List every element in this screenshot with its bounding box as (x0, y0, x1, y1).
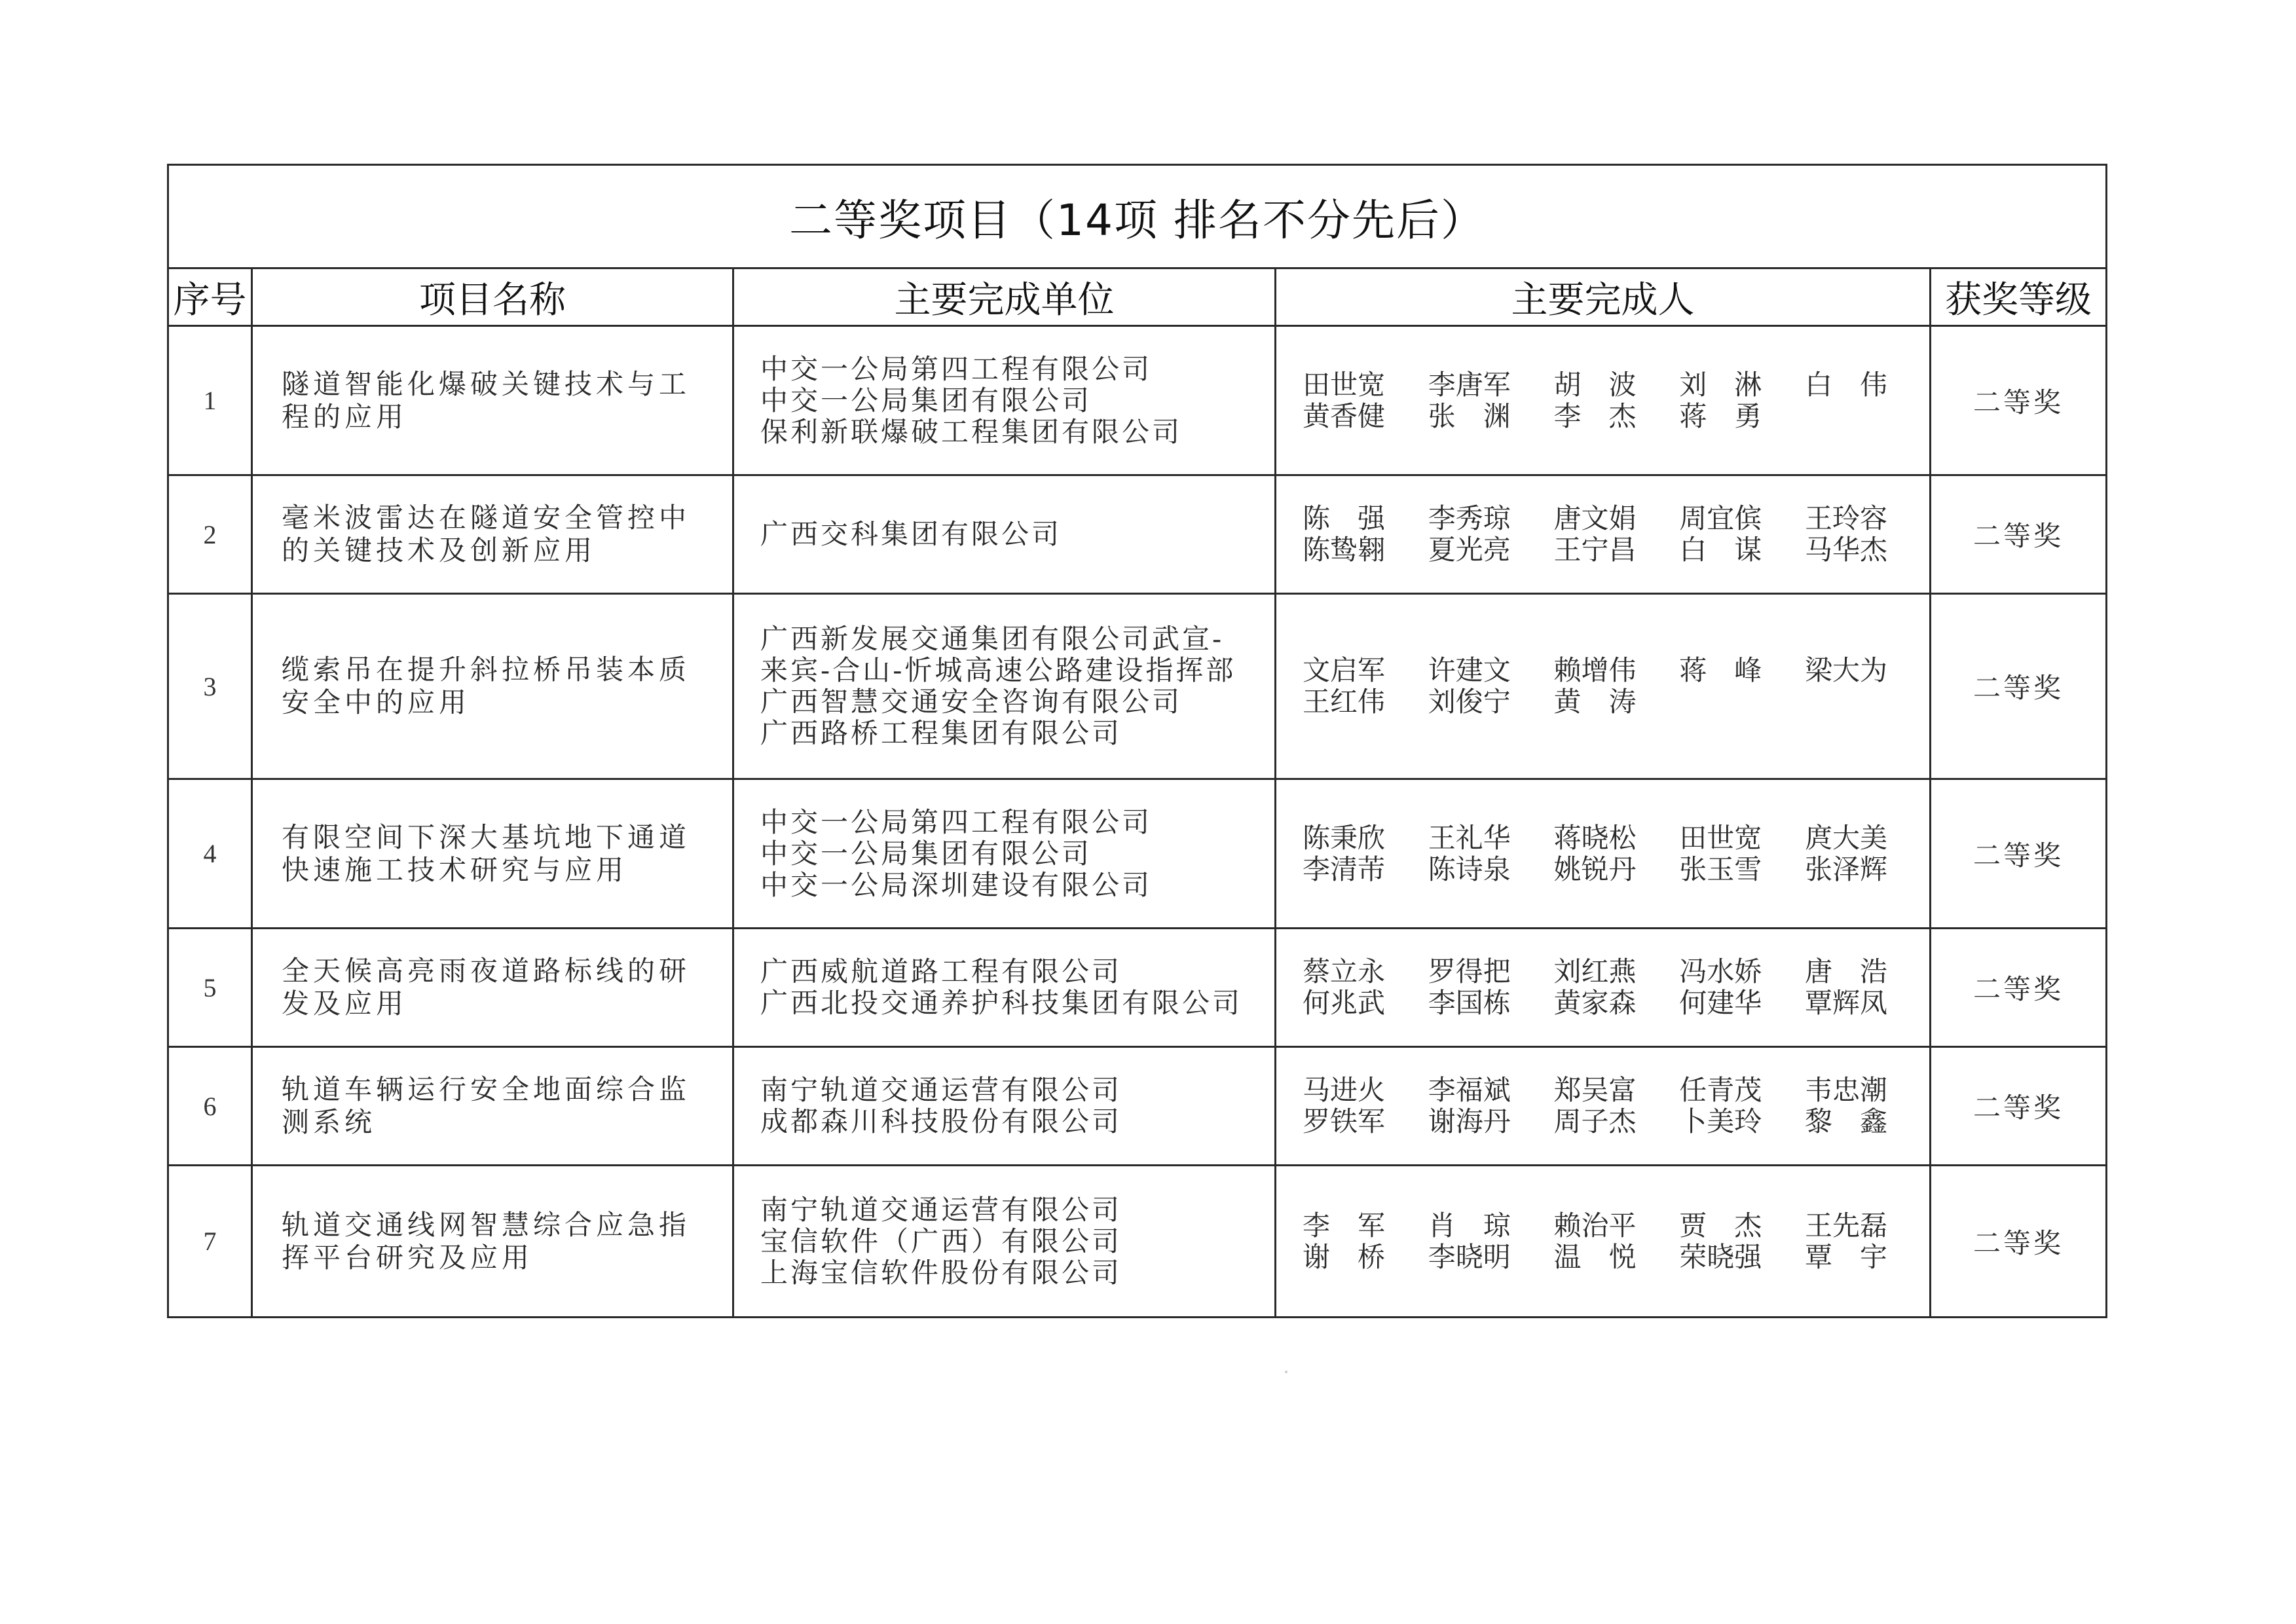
award-level: 二等奖 (1931, 1166, 2107, 1318)
main-units (733, 326, 1276, 475)
project-name: 缆索吊在提升斜拉桥吊装本质安全中的应用 (252, 594, 733, 779)
person-name: 庹大美 (1805, 821, 1888, 854)
person-name: 文启军 (1303, 654, 1386, 686)
person-name: 黎 鑫 (1805, 1105, 1888, 1137)
person-name: 覃辉凤 (1805, 987, 1888, 1019)
person-name: 王礼华 (1428, 821, 1511, 854)
row-number: 5 (168, 929, 252, 1047)
unit-name: 南宁轨道交通运营有限公司 (760, 1074, 1122, 1106)
row-number: 1 (168, 326, 252, 475)
people-line (1303, 655, 1903, 686)
person-name: 唐 浩 (1805, 955, 1888, 987)
person-name: 李 军 (1303, 1209, 1386, 1242)
scan-speck (1285, 1371, 1287, 1373)
unit-name: 中交一公局深圳建设有限公司 (760, 868, 1153, 901)
person-name: 李晓明 (1428, 1240, 1511, 1273)
person-name: 蒋晓松 (1553, 821, 1637, 854)
unit-name: 广西路桥工程集团有限公司 (760, 717, 1122, 749)
person-name: 卜美玲 (1679, 1105, 1762, 1137)
person-name: 谢海丹 (1428, 1105, 1511, 1137)
main-people (1276, 475, 1931, 594)
person-name: 韦忠潮 (1805, 1074, 1888, 1106)
award-level: 二等奖 (1931, 475, 2107, 594)
person-name: 田世宽 (1303, 368, 1386, 401)
award-level: 二等奖 (1931, 326, 2107, 475)
person-name: 许建文 (1428, 654, 1511, 686)
main-units (733, 1166, 1276, 1318)
person-name: 周子杰 (1553, 1105, 1637, 1137)
award-level: 二等奖 (1931, 779, 2107, 929)
person-name: 李 杰 (1553, 399, 1637, 432)
person-name: 白 伟 (1805, 368, 1888, 401)
person-name: 黄家森 (1553, 987, 1637, 1019)
person-name: 王红伟 (1303, 686, 1386, 718)
header-project-name: 项目名称 (252, 268, 733, 326)
person-name: 何建华 (1679, 987, 1762, 1019)
people-line (1303, 1106, 1903, 1137)
unit-name: 来宾-合山-忻城高速公路建设指挥部 (760, 654, 1236, 686)
people-line (1303, 534, 1903, 566)
person-name: 李国栋 (1428, 987, 1511, 1019)
row-number: 7 (168, 1166, 252, 1318)
unit-name: 中交一公局第四工程有限公司 (760, 352, 1153, 385)
row-number: 6 (168, 1047, 252, 1166)
unit-name: 广西威航道路工程有限公司 (760, 955, 1122, 987)
person-name: 肖 琼 (1428, 1209, 1511, 1242)
person-name: 任青茂 (1679, 1074, 1762, 1106)
person-name: 何兆武 (1303, 987, 1386, 1019)
people-line (1303, 987, 1903, 1019)
main-units (733, 594, 1276, 779)
header-no: 序号 (168, 268, 252, 326)
people-line (1303, 1075, 1903, 1106)
person-name: 王玲容 (1805, 502, 1888, 534)
person-name: 马进火 (1303, 1074, 1386, 1106)
project-name: 轨道交通线网智慧综合应急指挥平台研究及应用 (252, 1166, 733, 1318)
people-line (1303, 1210, 1903, 1242)
unit-name: 保利新联爆破工程集团有限公司 (760, 415, 1183, 448)
people-line (1303, 503, 1903, 534)
table-row (168, 1166, 2107, 1318)
table-row (168, 594, 2107, 779)
person-name: 温 悦 (1553, 1240, 1637, 1273)
person-name: 李清芾 (1303, 853, 1386, 885)
people-line (1303, 686, 1903, 718)
table-row (168, 1047, 2107, 1166)
unit-name: 成都森川科技股份有限公司 (760, 1105, 1122, 1137)
person-name (1805, 401, 1903, 432)
project-name: 轨道车辆运行安全地面综合监测系统 (252, 1047, 733, 1166)
people-line (1303, 956, 1903, 987)
person-name: 蔡立永 (1303, 955, 1386, 987)
person-name: 王先磊 (1805, 1209, 1888, 1242)
people-line (1303, 1242, 1903, 1273)
award-level: 二等奖 (1931, 1047, 2107, 1166)
person-name: 罗铁军 (1303, 1105, 1386, 1137)
person-name: 荣晓强 (1679, 1240, 1762, 1273)
person-name: 蒋 勇 (1679, 399, 1762, 432)
main-units (733, 779, 1276, 929)
project-name: 隧道智能化爆破关键技术与工程的应用 (252, 326, 733, 475)
main-people (1276, 1047, 1931, 1166)
header-main-unit: 主要完成单位 (733, 268, 1276, 326)
unit-name: 广西智慧交通安全咨询有限公司 (760, 686, 1183, 718)
person-name: 陈秉欣 (1303, 821, 1386, 854)
table-row (168, 779, 2107, 929)
header-award-level: 获奖等级 (1931, 268, 2107, 326)
person-name: 黄香健 (1303, 399, 1386, 432)
person-name: 李福斌 (1428, 1074, 1511, 1106)
main-people (1276, 326, 1931, 475)
person-name: 覃 宇 (1805, 1240, 1888, 1273)
person-name: 刘红燕 (1553, 955, 1637, 987)
main-units (733, 1047, 1276, 1166)
person-name (1679, 686, 1777, 718)
people-line (1303, 369, 1903, 401)
main-people (1276, 779, 1931, 929)
person-name: 夏光亮 (1428, 534, 1511, 566)
person-name: 李秀琼 (1428, 502, 1511, 534)
person-name: 刘俊宁 (1428, 686, 1511, 718)
person-name: 陈 强 (1303, 502, 1386, 534)
project-name: 有限空间下深大基坑地下通道快速施工技术研究与应用 (252, 779, 733, 929)
award-table (167, 164, 2107, 1318)
table-row (168, 929, 2107, 1047)
person-name: 刘 淋 (1679, 368, 1762, 401)
row-number: 2 (168, 475, 252, 594)
main-people (1276, 594, 1931, 779)
unit-name: 上海宝信软件股份有限公司 (760, 1256, 1122, 1289)
award-level: 二等奖 (1931, 594, 2107, 779)
table-title: 二等奖项目（14项 排名不分先后） (168, 165, 2107, 268)
people-line (1303, 822, 1903, 854)
row-number: 3 (168, 594, 252, 779)
person-name (1805, 686, 1903, 718)
table-row (168, 326, 2107, 475)
person-name: 郑吴富 (1553, 1074, 1637, 1106)
person-name: 贾 杰 (1679, 1209, 1762, 1242)
person-name: 马华杰 (1805, 534, 1888, 566)
person-name: 张 渊 (1428, 399, 1511, 432)
person-name: 田世宽 (1679, 821, 1762, 854)
main-units (733, 475, 1276, 594)
person-name: 白 谋 (1679, 534, 1762, 566)
award-level: 二等奖 (1931, 929, 2107, 1047)
table-header-row (168, 268, 2107, 326)
main-people (1276, 929, 1931, 1047)
person-name: 陈鸷翱 (1303, 534, 1386, 566)
person-name: 周宜傧 (1679, 502, 1762, 534)
project-name: 全天候高亮雨夜道路标线的研发及应用 (252, 929, 733, 1047)
person-name: 陈诗泉 (1428, 853, 1511, 885)
unit-name: 广西新发展交通集团有限公司武宣- (760, 623, 1225, 655)
person-name: 冯水娇 (1679, 955, 1762, 987)
row-number: 4 (168, 779, 252, 929)
person-name: 姚锐丹 (1553, 853, 1637, 885)
project-name: 毫米波雷达在隧道安全管控中的关键技术及创新应用 (252, 475, 733, 594)
person-name: 唐文娟 (1553, 502, 1637, 534)
person-name: 梁大为 (1805, 654, 1888, 686)
unit-name: 中交一公局集团有限公司 (760, 837, 1092, 870)
people-line (1303, 401, 1903, 432)
main-units (733, 929, 1276, 1047)
unit-name: 广西交科集团有限公司 (760, 518, 1062, 550)
unit-name: 宝信软件（广西）有限公司 (760, 1225, 1122, 1257)
person-name: 胡 波 (1553, 368, 1637, 401)
main-people (1276, 1166, 1931, 1318)
header-main-people: 主要完成人 (1276, 268, 1931, 326)
person-name: 张玉雪 (1679, 853, 1762, 885)
person-name: 李唐军 (1428, 368, 1511, 401)
person-name: 王宁昌 (1553, 534, 1637, 566)
person-name: 赖增伟 (1553, 654, 1637, 686)
unit-name: 中交一公局集团有限公司 (760, 384, 1092, 416)
person-name: 谢 桥 (1303, 1240, 1386, 1273)
table-row (168, 475, 2107, 594)
person-name: 蒋 峰 (1679, 654, 1762, 686)
person-name: 黄 涛 (1553, 686, 1637, 718)
unit-name: 广西北投交通养护科技集团有限公司 (760, 987, 1243, 1019)
people-line (1303, 854, 1903, 885)
person-name: 罗得把 (1428, 955, 1511, 987)
person-name: 张泽辉 (1805, 853, 1888, 885)
person-name: 赖治平 (1553, 1209, 1637, 1242)
unit-name: 中交一公局第四工程有限公司 (760, 805, 1153, 838)
table-title-row (168, 165, 2107, 268)
unit-name: 南宁轨道交通运营有限公司 (760, 1193, 1122, 1226)
